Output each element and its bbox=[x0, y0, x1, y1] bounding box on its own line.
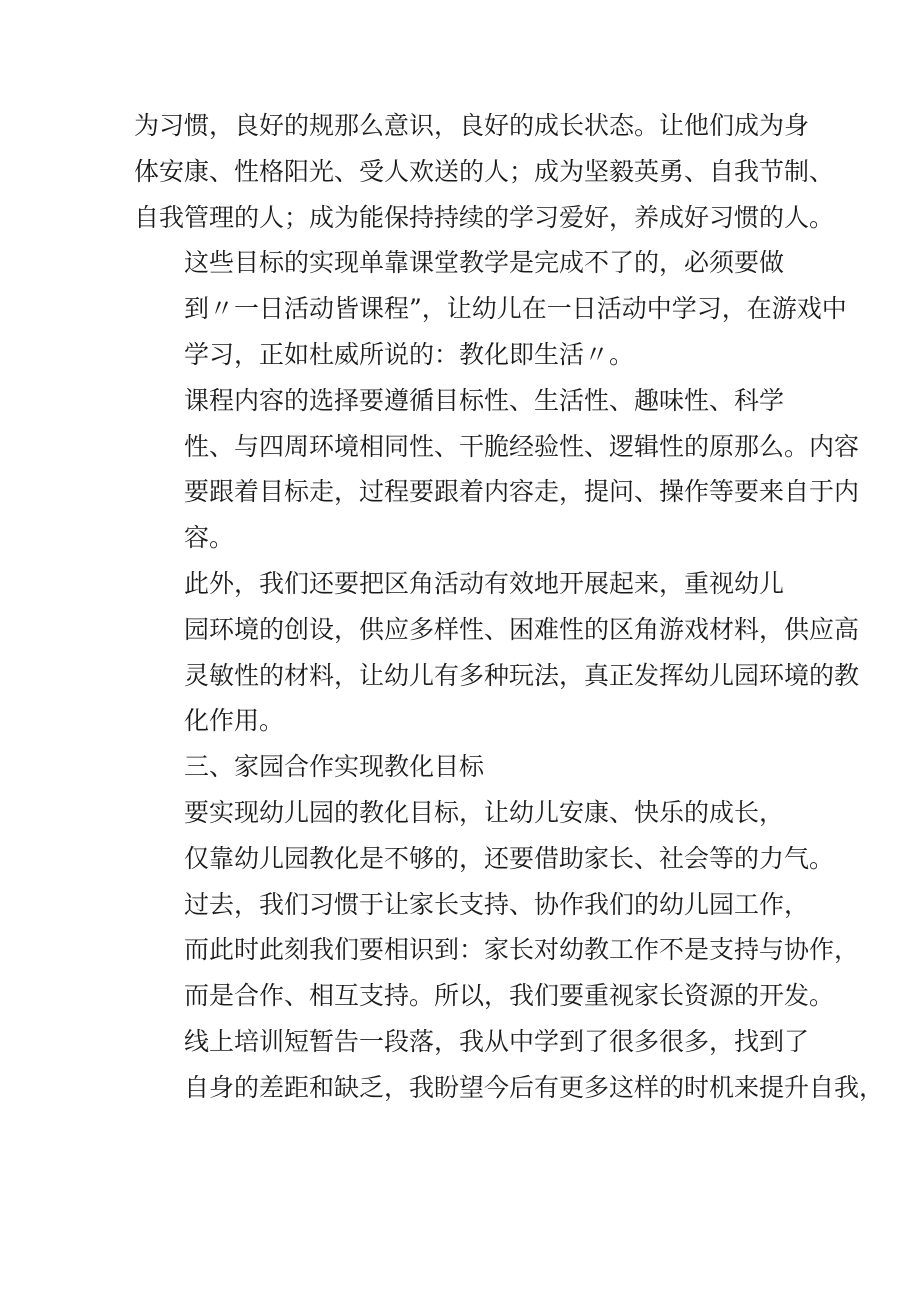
paragraph-line: 这些目标的实现单靠课堂教学是完成不了的，必须要做 bbox=[184, 248, 785, 278]
paragraph-line: 化作用。 bbox=[184, 706, 285, 736]
paragraph bbox=[134, 103, 835, 240]
paragraph-line: 要跟着目标走，过程要跟着内容走，提问、操作等要来自于内 bbox=[184, 477, 860, 507]
paragraph bbox=[134, 1019, 885, 1111]
paragraph-line: 体安康、性格阳光、受人欢送的人；成为坚毅英勇、自我节制、 bbox=[134, 156, 835, 186]
paragraph bbox=[134, 790, 835, 882]
paragraph-line: 到〃一日活动皆课程”，让幼儿在一日活动中学习，在游戏中 bbox=[184, 294, 847, 324]
paragraph bbox=[134, 882, 860, 1019]
paragraph-line: 自我管理的人；成为能保持持续的学习爱好，养成好习惯的人。 bbox=[134, 202, 835, 232]
paragraph-line: 课程内容的选择要遵循目标性、生活性、趣味性、科学 bbox=[184, 385, 785, 415]
paragraph-line: 仅靠幼儿园教化是不够的，还要借助家长、社会等的力气。 bbox=[184, 843, 835, 873]
paragraph-line: 线上培训短暂告一段落，我从中学到了很多很多，找到了 bbox=[184, 1026, 810, 1056]
paragraph-line: 而此时此刻我们要相识到：家长对幼教工作不是支持与协作， bbox=[184, 935, 860, 965]
paragraph-line: 要实现幼儿园的教化目标，让幼儿安康、快乐的成长， bbox=[184, 797, 785, 827]
paragraph bbox=[134, 744, 794, 790]
paragraph bbox=[134, 561, 860, 744]
paragraph bbox=[134, 240, 847, 377]
paragraph-line: 容。 bbox=[184, 523, 235, 553]
paragraph-line: 过去，我们习惯于让家长支持、协作我们的幼儿园工作， bbox=[184, 889, 810, 919]
paragraph-line: 自身的差距和缺乏，我盼望今后有更多这样的时机来提升自我， bbox=[184, 1072, 885, 1102]
paragraph-line: 性、与四周环境相同性、干脆经验性、逻辑性的原那么。内容 bbox=[184, 431, 860, 461]
paragraph-line: 学习，正如杜威所说的：教化即生活〃。 bbox=[184, 339, 635, 369]
paragraph-line: 三、家园合作实现教化目标 bbox=[184, 752, 485, 782]
paragraph-line: 为习惯，良好的规那么意识，良好的成长状态。让他们成为身 bbox=[134, 111, 810, 140]
paragraph bbox=[134, 378, 860, 561]
paragraph-line: 此外，我们还要把区角活动有效地开展起来，重视幼儿 bbox=[184, 568, 785, 598]
paragraph-line: 灵敏性的材料，让幼儿有多种玩法，真正发挥幼儿园环境的教 bbox=[184, 660, 860, 690]
paragraph-line: 园环境的创设，供应多样性、困难性的区角游戏材料，供应高 bbox=[184, 614, 860, 644]
document-body bbox=[134, 103, 885, 1111]
paragraph-line: 而是合作、相互支持。所以，我们要重视家长资源的开发。 bbox=[184, 981, 835, 1011]
